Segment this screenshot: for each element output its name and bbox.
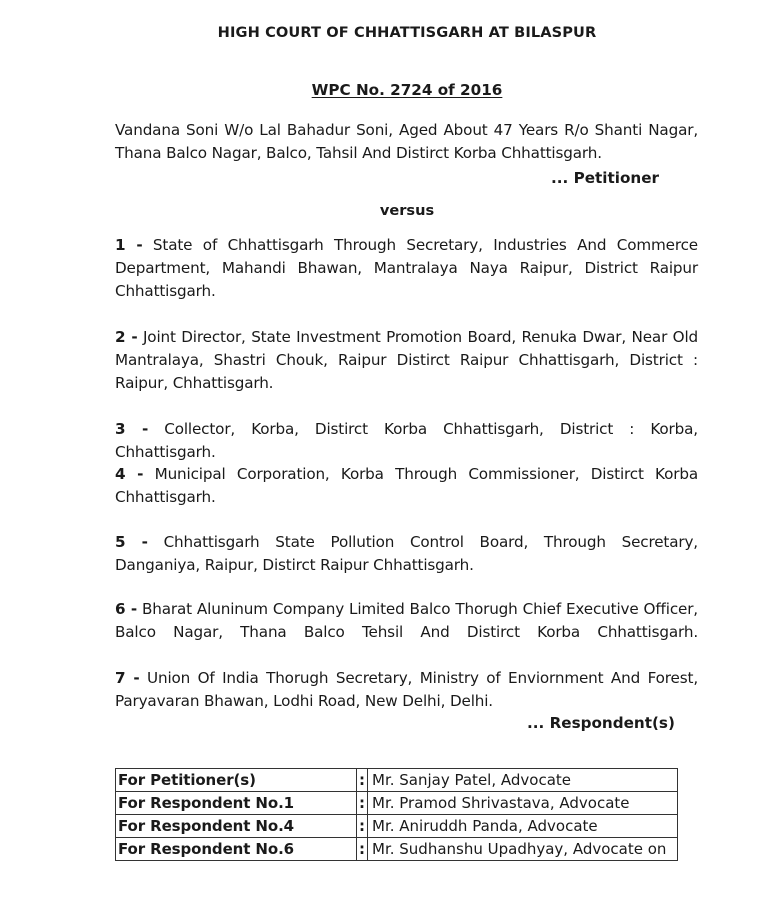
respondent-text: State of Chhattisgarh Through Secretary, Industries And Commerce Department, Mahandi Bhawan, Mantralaya Naya Raipur, District Raipur Chhattisgarh. (115, 236, 698, 300)
table-row (116, 769, 678, 792)
respondent-number: 1 - (115, 236, 143, 254)
respondent-number: 3 - (115, 420, 149, 438)
counsel-separator: : (357, 838, 368, 861)
versus-label: versus (379, 202, 435, 219)
table-row (116, 792, 678, 815)
respondent-7 (115, 667, 698, 713)
counsel-label: For Petitioner(s) (116, 769, 357, 792)
counsel-separator: : (357, 769, 368, 792)
respondent-text: Municipal Corporation, Korba Through Commissioner, Distirct Korba Chhattisgarh. (115, 465, 698, 506)
counsel-separator: : (357, 815, 368, 838)
respondent-role: ... Respondent(s) (527, 714, 675, 732)
respondent-number: 4 - (115, 465, 144, 483)
counsel-name: Mr. Sudhanshu Upadhyay, Advocate on (368, 838, 678, 861)
counsel-separator: : (357, 792, 368, 815)
respondent-5 (115, 531, 698, 577)
counsel-name: Mr. Sanjay Patel, Advocate (368, 769, 678, 792)
respondent-text: Collector, Korba, Distirct Korba Chhattisgarh, District : Korba, Chhattisgarh. (115, 420, 698, 461)
respondent-text: Chhattisgarh State Pollution Control Board, Through Secretary, Danganiya, Raipur, Distirct Raipur Chhattisgarh. (115, 533, 698, 574)
counsel-label: For Respondent No.4 (116, 815, 357, 838)
respondent-2 (115, 326, 698, 395)
respondent-6 (115, 598, 698, 644)
counsel-name: Mr. Aniruddh Panda, Advocate (368, 815, 678, 838)
respondent-text: Bharat Aluninum Company Limited Balco Thorugh Chief Executive Officer, Balco Nagar, Thana Balco Tehsil And Distirct Korba Chhattisgarh. (115, 600, 698, 641)
court-title: HIGH COURT OF CHHATTISGARH AT BILASPUR (217, 24, 597, 41)
table-row (116, 815, 678, 838)
respondent-3 (115, 418, 698, 464)
respondent-text: Union Of India Thorugh Secretary, Ministry of Enviornment And Forest, Paryavaran Bhawan, Lodhi Road, New Delhi, Delhi. (115, 669, 698, 710)
petitioner-text: Vandana Soni W/o Lal Bahadur Soni, Aged About 47 Years R/o Shanti Nagar, Thana Balco Nagar, Balco, Tahsil And Distirct Korba Chhattisgarh. (115, 121, 698, 162)
table-row (116, 838, 678, 861)
respondent-4 (115, 463, 698, 509)
counsel-table (115, 768, 678, 861)
respondent-1 (115, 234, 698, 303)
respondent-number: 2 - (115, 328, 138, 346)
counsel-label: For Respondent No.6 (116, 838, 357, 861)
counsel-name: Mr. Pramod Shrivastava, Advocate (368, 792, 678, 815)
respondent-text: Joint Director, State Investment Promotion Board, Renuka Dwar, Near Old Mantralaya, Shastri Chouk, Raipur Distirct Raipur Chhattisgarh, District : Raipur, Chhattisgarh. (115, 328, 699, 392)
counsel-label: For Respondent No.1 (116, 792, 357, 815)
petitioner-role: ... Petitioner (551, 169, 659, 187)
petitioner-details (115, 119, 698, 165)
respondent-number: 5 - (115, 533, 148, 551)
respondent-number: 6 - (115, 600, 138, 618)
respondent-number: 7 - (115, 669, 140, 687)
case-number: WPC No. 2724 of 2016 (311, 81, 503, 99)
